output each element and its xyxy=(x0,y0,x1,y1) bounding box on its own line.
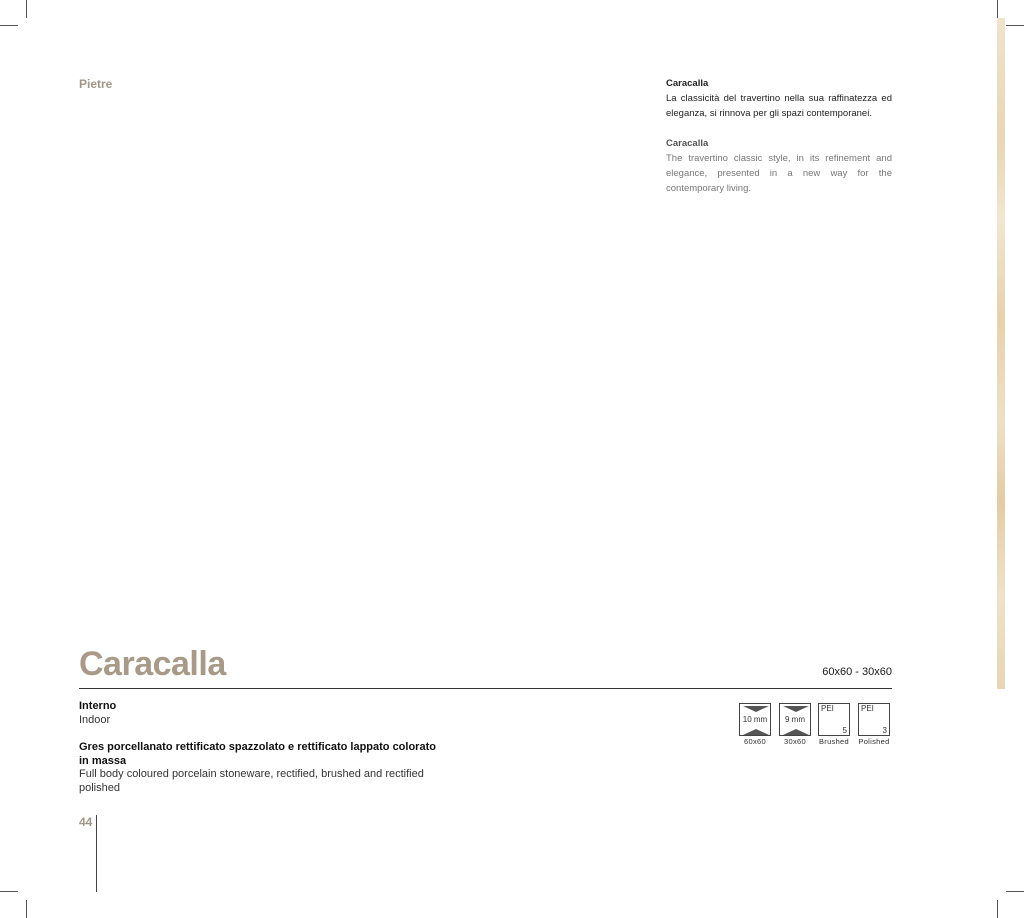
pei-rating-icon xyxy=(818,703,850,736)
pei-rating-icon xyxy=(858,703,890,736)
crop-mark xyxy=(1006,891,1024,892)
spec-caption: Brushed xyxy=(818,737,850,746)
description-text: The travertino classic style, in its refinement and elegance, presented in a new way for the contemporary living. xyxy=(666,153,892,194)
usage-italian: Interno xyxy=(79,700,117,712)
stone-texture-strip xyxy=(997,18,1005,689)
thickness-label: 10 mm xyxy=(742,715,768,724)
material-info xyxy=(79,741,439,795)
product-title: Caracalla xyxy=(79,645,226,683)
pei-label: PEI xyxy=(821,704,834,713)
section-label: Pietre xyxy=(79,77,113,91)
product-sizes: 60x60 - 30x60 xyxy=(822,666,892,678)
description-text: La classicità del travertino nella sua raffinatezza ed eleganza, si rinnova per gli spazi contemporanei. xyxy=(666,93,892,119)
crop-mark xyxy=(997,0,998,18)
description-english xyxy=(666,136,892,196)
crop-mark xyxy=(0,891,18,892)
crop-mark xyxy=(997,900,998,918)
usage-english: Indoor xyxy=(79,713,111,726)
pei-value: 3 xyxy=(882,726,887,735)
spec-caption: Polished xyxy=(858,737,890,746)
divider xyxy=(79,688,892,689)
description-italian xyxy=(666,76,892,121)
crop-mark xyxy=(0,25,18,26)
pei-value: 5 xyxy=(842,726,847,735)
page-number-rule xyxy=(96,815,97,892)
material-english: Full body coloured porcelain stoneware, rectified, brushed and rectified polished xyxy=(79,768,424,794)
pei-label: PEI xyxy=(861,704,874,713)
usage-info xyxy=(79,700,439,727)
crop-mark xyxy=(1006,25,1024,26)
crop-mark xyxy=(26,900,27,918)
thickness-icon xyxy=(739,703,771,736)
description-title: Caracalla xyxy=(666,78,709,89)
description-title: Caracalla xyxy=(666,138,709,149)
page-number: 44 xyxy=(79,815,93,829)
spec-caption: 30x60 xyxy=(784,737,806,746)
spec-caption: 60x60 xyxy=(744,737,766,746)
thickness-label: 9 mm xyxy=(785,715,805,724)
material-italian: Gres porcellanato rettificato spazzolato e rettificato lappato colorato in massa xyxy=(79,741,436,767)
crop-mark xyxy=(26,0,27,18)
thickness-icon xyxy=(779,703,811,736)
